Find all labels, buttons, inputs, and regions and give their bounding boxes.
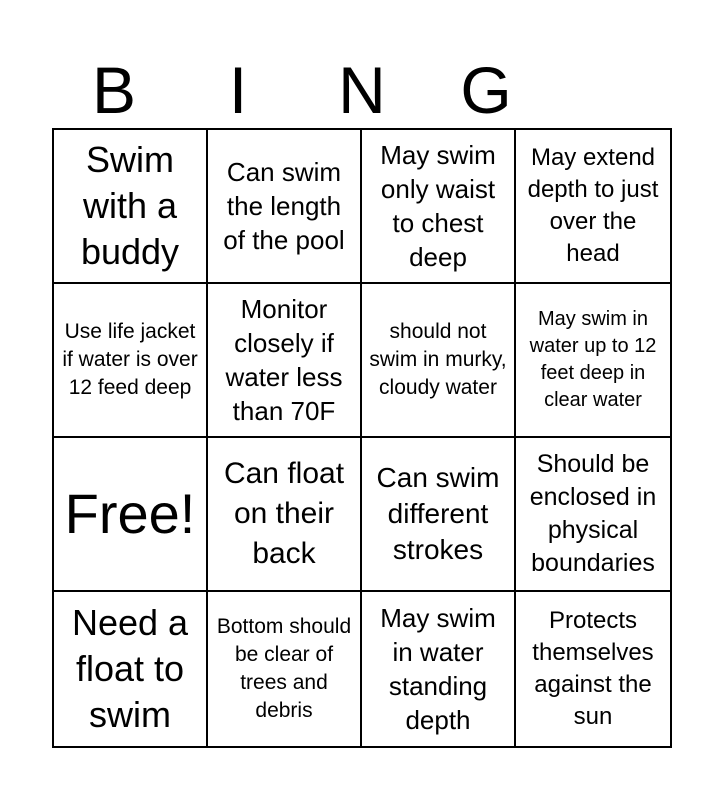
cell-text: Free! [64,482,196,545]
bingo-cell[interactable] [54,130,208,284]
bingo-cell[interactable] [516,438,670,592]
cell-text: May swim in water up to 12 feet deep in clear water [529,308,657,411]
cell-text: Can float on their back [223,457,345,570]
header-letter-g: G [460,53,512,127]
cell-text: Can swim different strokes [376,462,500,565]
cell-text: should not swim in murky, cloudy water [369,320,507,399]
bingo-cell[interactable] [208,130,362,284]
bingo-cell[interactable] [208,438,362,592]
bingo-cell[interactable] [362,130,516,284]
cell-text: Use life jacket if water is over 12 feed deep [62,320,198,399]
cell-text: May extend depth to just over the head [527,144,659,267]
free-space-cell[interactable] [54,438,208,592]
cell-text: Can swim the length of the pool [223,157,345,255]
cell-text: Monitor closely if water less than 70F [225,294,343,426]
cell-text: Protects themselves against the sun [532,607,654,730]
cell-text: May swim in water standing depth [380,603,496,735]
bingo-header [52,52,672,128]
bingo-cell[interactable] [54,284,208,438]
bingo-cell[interactable] [362,284,516,438]
cell-text: Swim with a buddy [80,139,180,272]
bingo-cell[interactable] [362,592,516,746]
header-letter-empty [548,52,672,128]
bingo-cell[interactable] [516,592,670,746]
cell-text: Need a float to swim [71,602,189,735]
bingo-cell[interactable] [516,284,670,438]
bingo-cell[interactable] [208,592,362,746]
cell-text: Bottom should be clear of trees and debris [216,615,352,722]
bingo-board [52,128,672,748]
cell-text: May swim only waist to chest deep [380,140,496,272]
bingo-cell[interactable] [362,438,516,592]
bingo-cell[interactable] [516,130,670,284]
bingo-cell[interactable] [54,592,208,746]
header-letter-i: I [228,53,248,127]
header-letter-b: B [91,53,137,127]
header-letter-n: N [338,53,386,127]
bingo-cell[interactable] [208,284,362,438]
cell-text: Should be enclosed in physical boundaries [529,450,657,577]
